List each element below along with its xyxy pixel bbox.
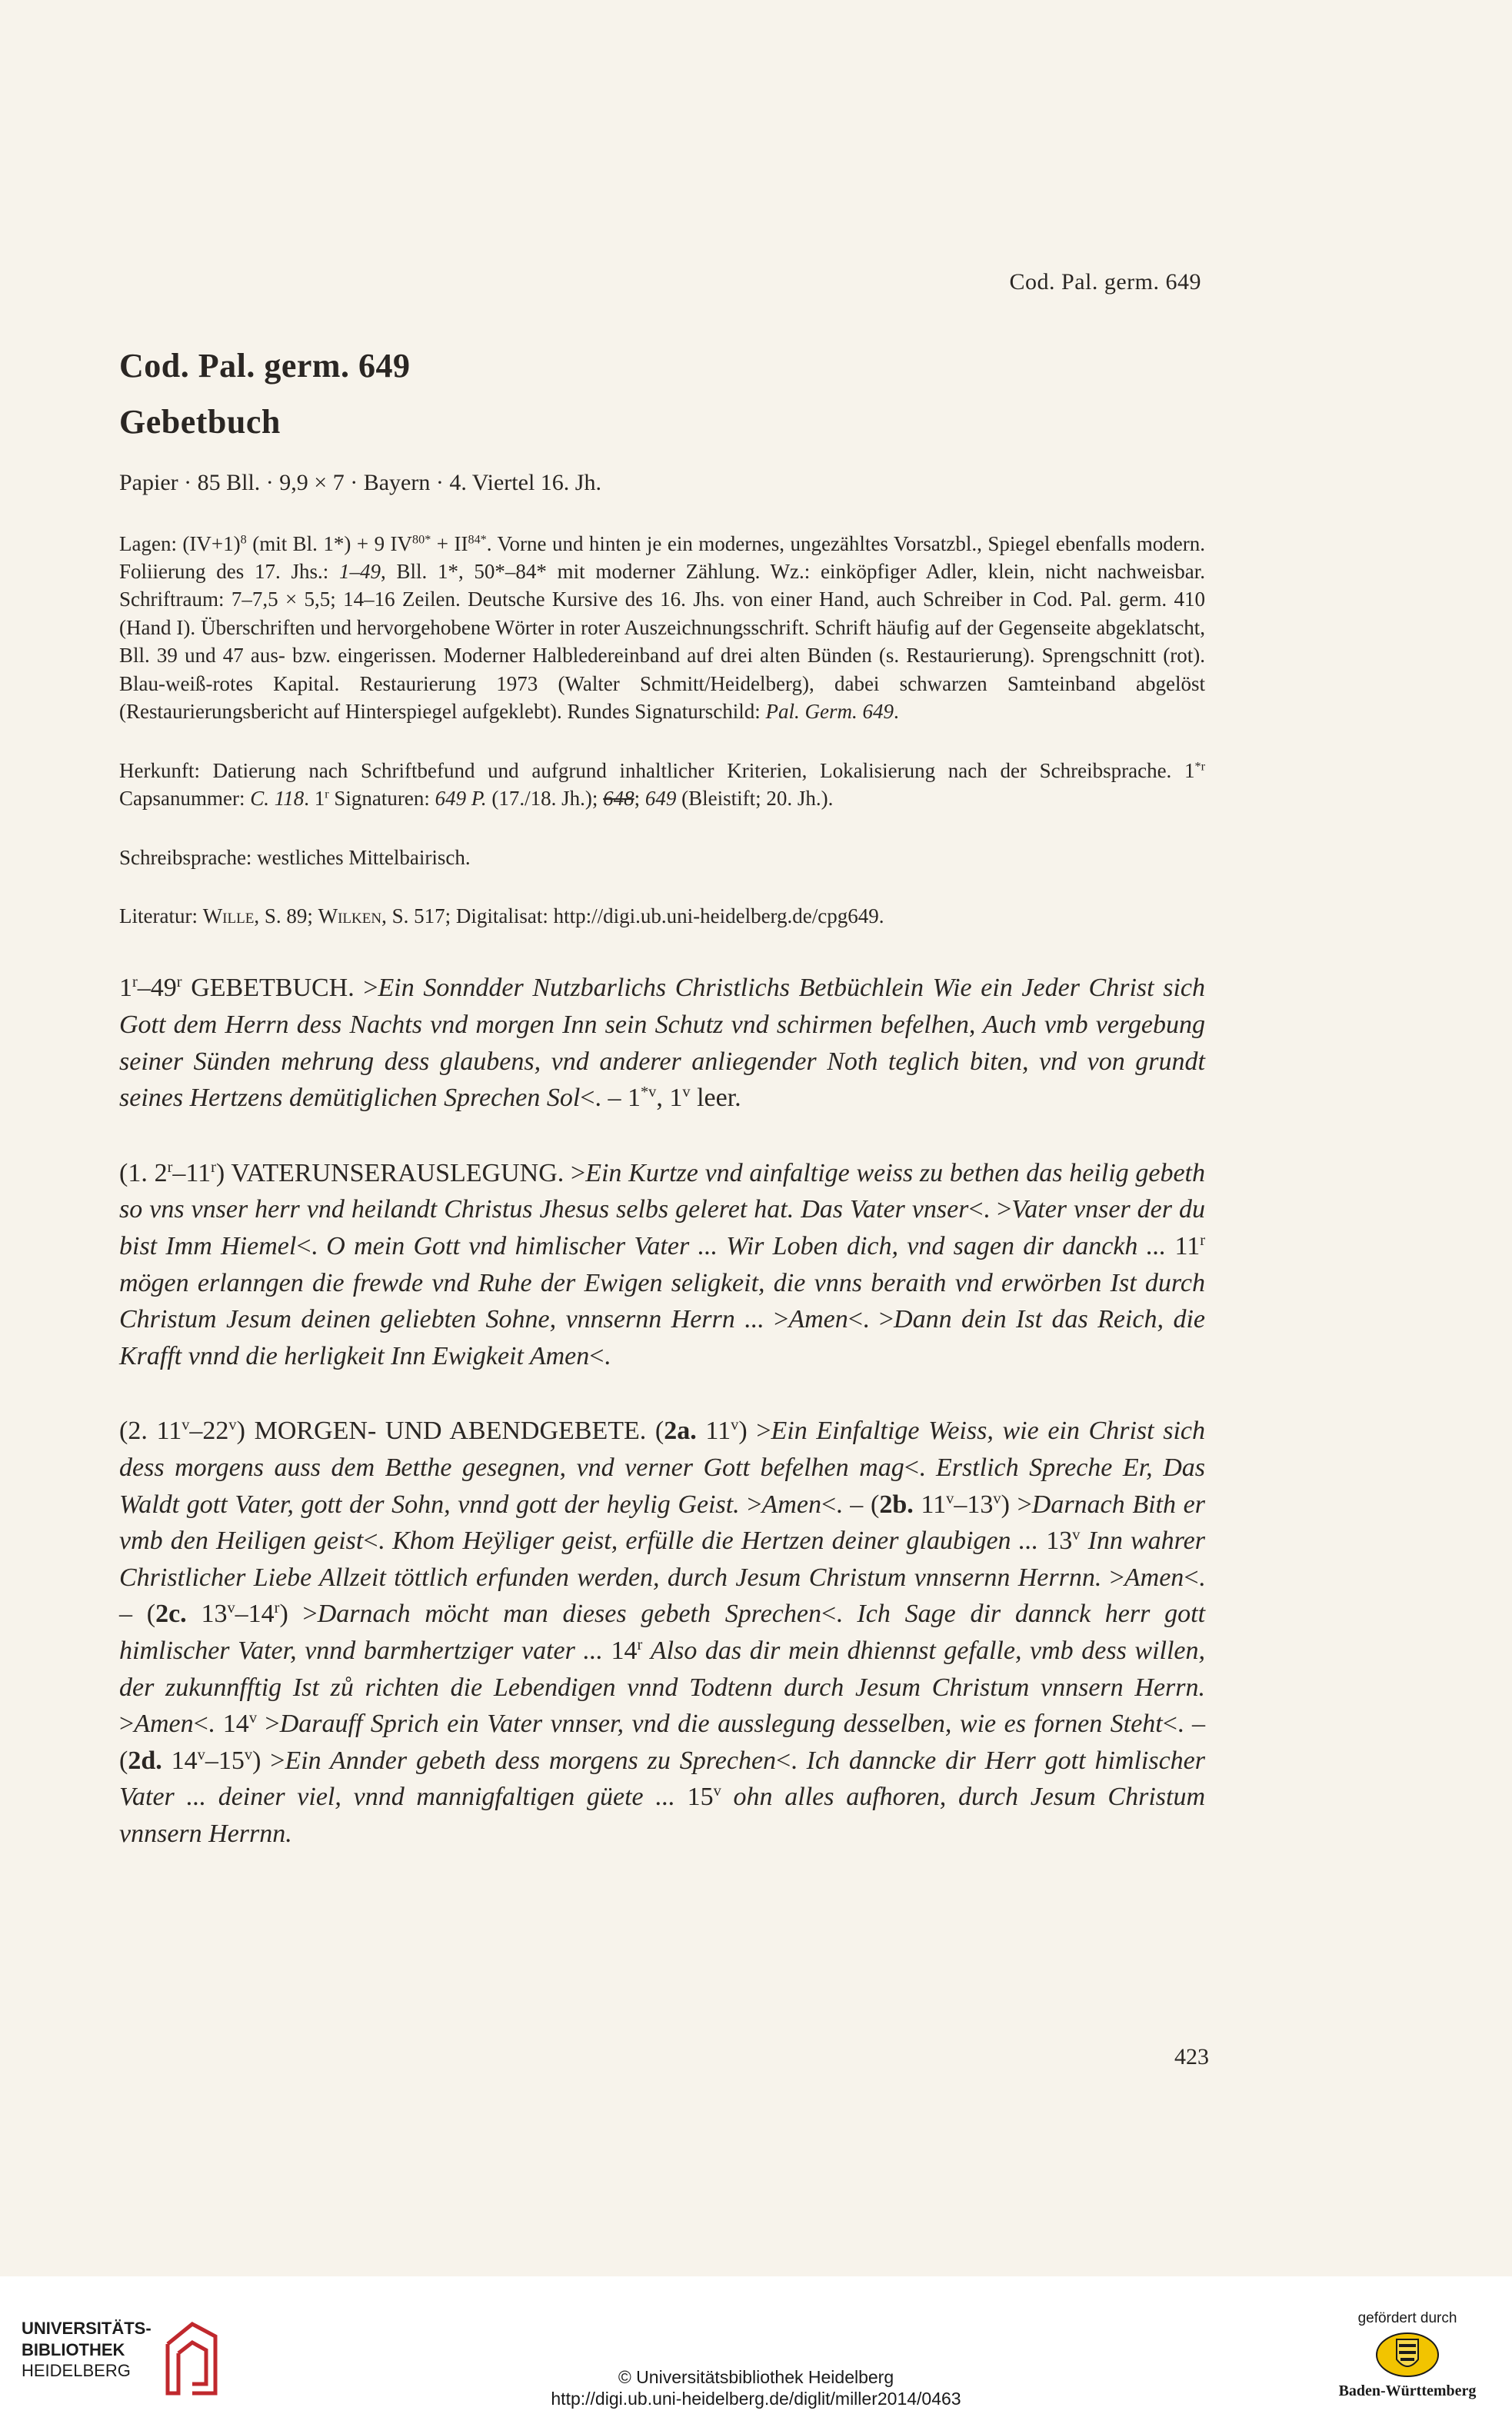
- logo-line-1: UNIVERSITÄTS-: [22, 2319, 152, 2338]
- content-item-morgen-und-abendgebete: (2. 11$^v$–22$^v$) MORGEN- UND ABENDGEBETE. (2a. $11^v) >Ein$ Einfaltige Weiss, wie ein Christ sich dess morgens auss dem Betthe gesegnen, vnd verner Gott befelhen mag<. Erstlich Spreche Er, Das Waldt gott Vater, gott der Sohn, vnnd gott der heylig Geist. >Amen<. – (2b. $11^v-13^v$) >Darnach Bith er vmb den Heiligen geist<. Khom Heÿliger geist, erfülle die Hertzen deiner glaubigen ... 13$^v$ Inn wahrer Christlicher Liebe Allzeit töttlich erfunden werden, durch Jesum Christum vnnsernn Herrnn. >Amen<. – (2c. $13^v-14^r$) >Darnach möcht man dieses gebeth Sprechen<. Ich Sage dir dannck herr gott himlischer Vater, vnnd barmhertziger vater ... 14$^r$ Also das dir mein dhiennst gefalle, vmb dess willen, der zukunnfftig Ist zů richten die Lebendigen vnnd Todtenn durch Jesum Christum vnnsern Herrn. >Amen<. $14^v$ >Darauff Sprich ein Vater vnnser, vnd die ausslegung desselben, wie es fornen Steht<. – (2d. $14^v-15^v) >Ein$ Annder gebeth dess morgens zu Sprechen<. Ich danncke dir Herr gott himlischer Vater ... deiner viel, vnnd mannigfaltigen güete ... 15$^v$ ohn alles aufhoren, durch Jesum Christum vnnsern Herrnn.: [119, 1417, 1206, 1848]
- shelfmark: Cod. Pal. germ. 649: [119, 347, 411, 385]
- coat-of-arms-icon: [1375, 2332, 1440, 2378]
- sponsor-block: [1330, 2310, 1484, 2410]
- content-item-gebetbuch: 1$^r$–49$^r$ GEBETBUCH. >Ein Sonndder Nutzbarlichs Christlichs Betbüchlein Wie ein Jeder Christ sich Gott dem Herrn dess Nachts vnd morgen Inn sein Schutz vnd schirmen befelhen, Auch vmb vergebung seiner Sünden mehrung dess glaubens, vnd anderer anliegender Noth teglich biten, vnd von grundt seines Hertzens demütiglichen Sprechen Sol<. – 1$^{*v}$, 1$^v$ leer.: [119, 974, 1205, 1113]
- sponsor-name: Baden-Württemberg: [1338, 2382, 1477, 2399]
- logo-line-2: BIBLIOTHEK: [22, 2339, 125, 2359]
- permalink[interactable]: http://digi.ub.uni-heidelberg.de/diglit/miller2014/0463: [551, 2388, 961, 2409]
- description-lagen: Lagen: $(IV+1)^8$ (mit Bl. 1*) + 9 $IV^{80*} + II^{84*}$. Vorne und hinten je ein modernes, ungezähltes Vorsatzbl., Spiegel ebenfalls modern. Foliierung des 17. Jhs.: 1–49, Bll. 1*, 50*–84* mit moderner Zählung. Wz.: einköpfiger Adler, klein, nicht nachweisbar. Schriftraum: 7–7,5 × 5,5; 14–16 Zeilen. Deutsche Kursive des 16. Jhs. von einer Hand, auch Schreiber in Cod. Pal. germ. 410 (Hand I). Überschriften und hervorgehobene Wörter in roter Auszeichnungsschrift. Schrift häufig auf der Gegenseite abgeklatscht, Bll. 39 und 47 aus- bzw. eingerissen. Moderner Halbledereinband auf drei alten Bünden (s. Restaurierung). Sprengschnitt (rot). Blau-weiß-rotes Kapital. Restaurierung 1973 (Walter Schmitt/Heidelberg), dabei schwarzen Samteinband abgelöst (Restaurierungsbericht auf Hinterspiegel aufgeklebt). Rundes Signaturschild: Pal. Germ. 649.: [119, 531, 1205, 724]
- viewer-footer: [0, 2276, 1512, 2414]
- copyright-notice: [0, 2367, 1512, 2409]
- manuscript-summary: Papier · 85 Bll. · 9,9 × 7 · Bayern · 4. Viertel 16. Jh.: [119, 469, 601, 495]
- page-number: 423: [1174, 2044, 1209, 2069]
- logo-line-3: HEIDELBERG: [22, 2361, 131, 2380]
- copyright-text: © Universitätsbibliothek Heidelberg: [618, 2367, 894, 2387]
- catalog-entry: [119, 346, 1205, 1852]
- running-head: Cod. Pal. germ. 649: [1009, 269, 1201, 295]
- description-herkunft: Herkunft: Datierung nach Schriftbefund und aufgrund inhaltlicher Kriterien, Lokalisierung nach der Schreibsprache. 1$^{*r}$ Capsanummer: C. 118. 1$^r$ Signaturen: 649 P. (17./18. Jh.); 648; 649 (Bleistift; 20. Jh.).: [119, 758, 1205, 811]
- content-item-vaterunserauslegung: (1. 2$^r$–11$^r$) VATERUNSERAUSLEGUNG. >Ein Kurtze vnd ainfaltige weiss zu bethen das heilig gebeth so vns vnser herr vnd heilandt Christus Jhesus selbs geleret hat. Das Vater vnser<. >Vater vnser der du bist Imm Hiemel<. O mein Gott vnd himlischer Vater ... Wir Loben dich, vnd sagen dir danckh ... 11$^r$ mögen erlanngen die frewde vnd Ruhe der Ewigen seligkeit, die vnns beraith vnd erwörben Ist durch Christum Jesum deinen geliebten Sohne, vnnsernn Herrn ... >Amen<. >Dann dein Ist das Reich, die Krafft vnnd die herligkeit Inn Ewigkeit Amen<.: [119, 1158, 1206, 1370]
- description-literatur: Literatur: Wille, S. 89; Wilken, S. 517; Digitalisat: http://digi.ub.uni-heidelberg.de/cpg649.: [119, 904, 884, 927]
- manuscript-title: Gebetbuch: [119, 402, 281, 441]
- sponsor-label: gefördert durch: [1357, 2310, 1457, 2326]
- description-schreibsprache: Schreibsprache: westliches Mittelbairisch.: [119, 845, 471, 869]
